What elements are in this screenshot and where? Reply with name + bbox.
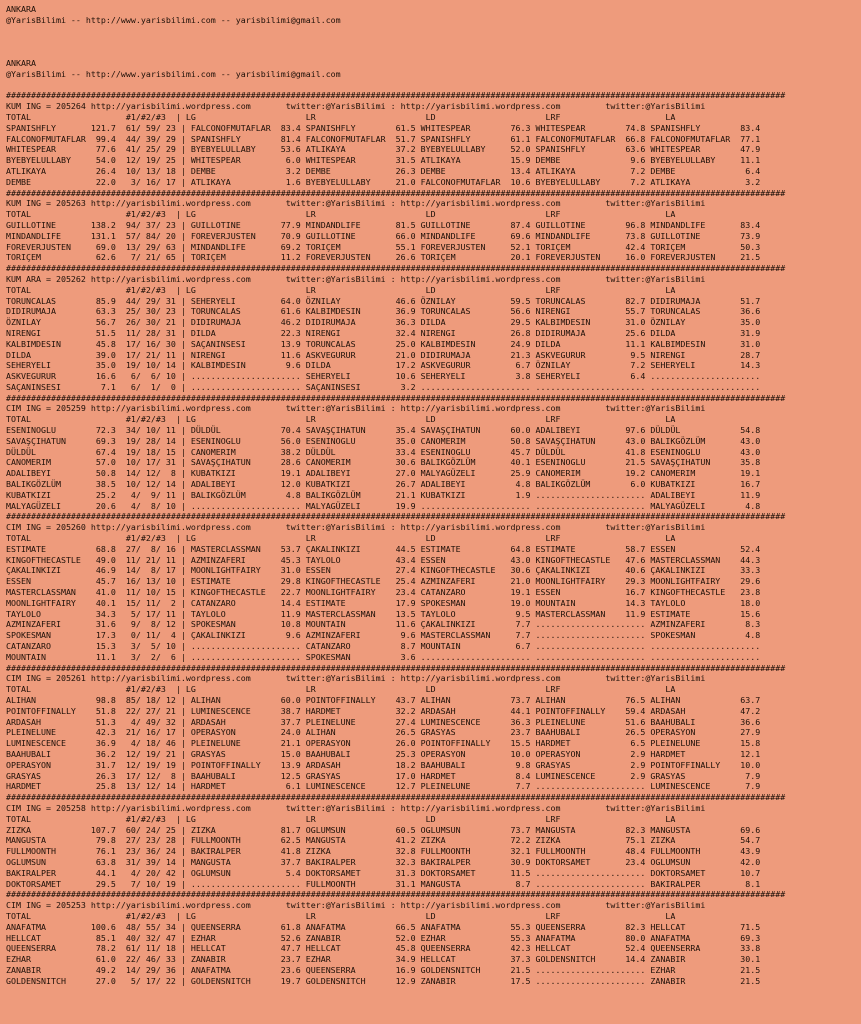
result-row: FOREVERJUSTEN 69.0 13/ 29/ 63 | MINDANDLIFE 69.2 TORIÇEM 55.1 FOREVERJUSTEN 52.1 TORIÇEM 42.4 TORIÇEM 50.3 (6, 241, 761, 252)
result-row: ALIHAN 98.8 85/ 18/ 12 | ALIHAN 60.0 POINTOFFINALLY 43.7 ALIHAN 73.7 ALIHAN 76.5 ALIHAN 63.7 (6, 695, 761, 705)
separator-line: ############################################################################################################################################################ (6, 90, 786, 101)
result-row: PLEINELUNE 42.3 21/ 16/ 17 | OPERASYON 24.0 ALIHAN 26.5 GRASYAS 23.7 BAAHUBALI 26.5 OPERASYON 27.9 (6, 727, 761, 738)
result-row: OPERASYON 31.7 12/ 19/ 19 | POINTOFFINALLY 13.9 ARDASAH 18.2 BAAHUBALI 9.8 GRASYAS 2.9 POINTOFFINALLY 10.0 (6, 759, 761, 770)
column-header-line: TOTAL #1/#2/#3 | LG LR LD LRF LA (6, 684, 676, 695)
result-row: TAYLOLO 34.3 5/ 17/ 11 | TAYLOLO 11.9 MASTERCLASSMAN 13.5 TAYLOLO 9.5 MASTERCLASSMAN 11.9 ESTIMATE 15.6 (6, 608, 761, 619)
header-line: @YarisBilimi -- http://www.yarisbilimi.com -- yarisbilimi@gmail.com (6, 14, 341, 25)
result-row: MOUNTAIN 11.1 3/ 2/ 6 | ...................... SPOKESMAN 3.6 ...................... ...................... ...................... (6, 651, 761, 662)
result-row: ÖZNILAY 56.7 26/ 30/ 21 | DIDIRUMAJA 46.2 DIDIRUMAJA 36.3 DILDA 29.5 KALBIMDESIN 31.0 ÖZNILAY 35.0 (6, 317, 761, 328)
header-line (6, 36, 861, 47)
separator-line: ############################################################################################################################################################ (6, 662, 786, 673)
result-row: ESSEN 45.7 16/ 13/ 10 | ESTIMATE 29.8 KINGOFTHECASTLE 25.4 AZMINZAFERI 21.0 MOONLIGHTFAIRY 29.3 MOONLIGHTFAIRY 29.6 (6, 576, 761, 587)
header-line (6, 26, 861, 37)
race-header-line: CIM ING = 205259 http://yarisbilimi.wordpress.com twitter:@YarisBilimi : http://yarisbilimi.wordpress.com twitter:@YarisBilimi (6, 403, 706, 414)
race-header-line: CIM ING = 205260 http://yarisbilimi.wordpress.com twitter:@YarisBilimi : http://yarisbilimi.wordpress.com twitter:@YarisBilimi (6, 522, 706, 533)
result-row: ZANABIR 49.2 14/ 29/ 36 | ANAFATMA 23.6 QUEENSERRA 16.9 GOLDENSNITCH 21.5 ...................... EZHAR 21.5 (6, 964, 761, 975)
column-header-line: TOTAL #1/#2/#3 | LG LR LD LRF LA (6, 533, 676, 544)
result-row: SPOKESMAN 17.3 0/ 11/ 4 | ÇAKALINKIZI 9.6 AZMINZAFERI 9.6 MASTERCLASSMAN 7.7 ...................... SPOKESMAN 4.8 (6, 630, 761, 641)
separator-line: ############################################################################################################################################################ (6, 392, 786, 403)
race-header-line: CIM ING = 205258 http://yarisbilimi.wordpress.com twitter:@YarisBilimi : http://yarisbilimi.wordpress.com twitter:@YarisBilimi (6, 802, 706, 813)
column-header-line: TOTAL #1/#2/#3 | LG LR LD LRF LA (6, 284, 676, 295)
result-row: SPANISHFLY 121.7 61/ 59/ 23 | FALCONOFMUTAFLAR 83.4 SPANISHFLY 61.5 WHITESPEAR 76.3 WHITESPEAR 74.8 SPANISHFLY 83.4 (6, 122, 761, 133)
result-row: GUILLOTINE 138.2 94/ 37/ 23 | GUILLOTINE 77.9 MINDANDLIFE 81.5 GUILLOTINE 87.4 GUILLOTINE 96.8 MINDANDLIFE 83.4 (6, 219, 761, 230)
result-row: ASKVEGURUR 16.6 6/ 6/ 10 | ...................... SEHERYELI 10.6 SEHERYELI 3.8 SEHERYELI 6.4 ...................... (6, 371, 761, 382)
result-row: ADALIBEYI 50.8 14/ 12/ 8 | KUBATKIZI 19.1 ADALIBEYI 27.0 MALYAGÜZELI 25.9 CANOMERIM 19.2 CANOMERIM 19.1 (6, 468, 761, 479)
header-line: ANKARA (6, 57, 36, 68)
column-header-line: TOTAL #1/#2/#3 | LG LR LD LRF LA (6, 209, 676, 220)
separator-line: ############################################################################################################################################################ (6, 511, 786, 522)
result-row: FULLMOONTH 76.1 23/ 36/ 24 | BAKIRALPER 41.8 ZIZKA 32.8 FULLMOONTH 32.1 FULLMOONTH 48.4 FULLMOONTH 43.9 (6, 846, 761, 857)
column-header-line: TOTAL #1/#2/#3 | LG LR LD LRF LA (6, 910, 676, 921)
result-row: DEMBE 22.0 3/ 16/ 17 | ATLIKAYA 1.6 BYEBYELULLABY 21.0 FALCONOFMUTAFLAR 10.6 BYEBYELULLABY 7.2 ATLIKAYA 3.2 (6, 176, 761, 187)
race-header-line: KUM ING = 205263 http://yarisbilimi.wordpress.com twitter:@YarisBilimi : http://yarisbilimi.wordpress.com twitter:@YarisBilimi (6, 198, 706, 209)
result-row: AZMINZAFERI 31.6 9/ 8/ 12 | SPOKESMAN 10.8 MOUNTAIN 11.6 ÇAKALINKIZI 7.7 ...................... AZMINZAFERI 8.3 (6, 619, 761, 630)
result-row: ATLIKAYA 26.4 10/ 13/ 18 | DEMBE 3.2 DEMBE 26.3 DEMBE 13.4 ATLIKAYA 7.2 DEMBE 6.4 (6, 165, 761, 176)
separator-line: ############################################################################################################################################################ (6, 889, 786, 900)
result-row: MINDANDLIFE 131.1 57/ 84/ 20 | FOREVERJUSTEN 70.9 GUILLOTINE 66.0 MINDANDLIFE 69.6 MINDANDLIFE 73.8 GUILLOTINE 73.9 (6, 230, 761, 241)
result-row: NIRENGI 51.5 11/ 28/ 31 | DILDA 22.3 NIRENGI 32.4 NIRENGI 26.8 DIDIRUMAJA 25.6 DILDA 31.9 (6, 327, 761, 338)
result-row: KALBIMDESIN 45.8 17/ 16/ 30 | SAÇANINSESI 13.9 TORUNCALAS 25.0 KALBIMDESIN 24.9 DILDA 11.1 KALBIMDESIN 31.0 (6, 338, 761, 349)
result-row: ESENINOGLU 72.3 34/ 10/ 11 | DÜLDÜL 70.4 SAVAŞÇIHATUN 35.4 SAVAŞÇIHATUN 60.0 ADALIBEYI 97.6 DÜLDÜL 54.8 (6, 425, 761, 436)
result-row: DILDA 39.0 17/ 21/ 11 | NIRENGI 11.6 ASKVEGURUR 21.0 DIDIRUMAJA 21.3 ASKVEGURUR 9.5 NIRENGI 28.7 (6, 349, 761, 360)
result-row: BAAHUBALI 36.2 12/ 19/ 21 | GRASYAS 15.0 BAAHUBALI 25.3 OPERASYON 10.0 OPERASYON 2.9 HARDMET 12.1 (6, 748, 761, 759)
result-row: CATANZARO 15.3 3/ 5/ 10 | ...................... CATANZARO 8.7 MOUNTAIN 6.7 ...................... ...................... (6, 641, 761, 652)
result-row: KUBATKIZI 25.2 4/ 9/ 11 | BALIKGÖZLÜM 4.8 BALIKGÖZLÜM 21.1 KUBATKIZI 1.9 ...................... ADALIBEYI 11.9 (6, 489, 761, 500)
race-header-line: CIM ING = 205261 http://yarisbilimi.wordpress.com twitter:@YarisBilimi : http://yarisbilimi.wordpress.com twitter:@YarisBilimi (6, 673, 706, 684)
result-row: ARDASAH 51.3 4/ 49/ 32 | ARDASAH 37.7 PLEINELUNE 27.4 LUMINESCENCE 36.3 PLEINELUNE 51.6 BAAHUBALI 36.6 (6, 716, 761, 727)
result-row: ÇAKALINKIZI 46.9 14/ 8/ 17 | MOONLIGHTFAIRY 31.0 ESSEN 27.4 KINGOFTHECASTLE 30.6 ÇAKALINKIZI 40.6 ÇAKALINKIZI 33.3 (6, 565, 761, 576)
result-row: GRASYAS 26.3 17/ 12/ 8 | BAAHUBALI 12.5 GRASYAS 17.0 HARDMET 8.4 LUMINESCENCE 2.9 GRASYAS 7.9 (6, 770, 761, 781)
result-row: CANOMERIM 57.0 10/ 17/ 31 | SAVAŞÇIHATUN 28.6 CANOMERIM 30.6 BALIKGÖZLÜM 40.1 ESENINOGLU 21.5 SAVAŞÇIHATUN 35.8 (6, 457, 761, 468)
separator-line: ############################################################################################################################################################ (6, 187, 786, 198)
result-row: QUEENSERRA 78.2 61/ 11/ 18 | HELLCAT 47.7 HELLCAT 45.8 QUEENSERRA 42.3 HELLCAT 52.4 QUEENSERRA 33.8 (6, 943, 761, 954)
result-row: SAVAŞÇIHATUN 69.3 19/ 28/ 14 | ESENINOGLU 56.0 ESENINOGLU 35.0 CANOMERIM 50.8 SAVAŞÇIHATUN 43.0 BALIKGÖZLÜM 43.0 (6, 435, 761, 446)
result-row: MOONLIGHTFAIRY 40.1 15/ 11/ 2 | CATANZARO 14.4 ESTIMATE 17.9 SPOKESMAN 19.0 MOUNTAIN 14.3 TAYLOLO 18.0 (6, 597, 761, 608)
result-row: MANGUSTA 79.8 27/ 23/ 28 | FULLMOONTH 62.5 MANGUSTA 41.2 ZIZKA 72.2 ZIZKA 75.1 ZIZKA 54.7 (6, 835, 761, 846)
header-line: ANKARA (6, 4, 36, 14)
result-row: ANAFATMA 100.6 48/ 55/ 34 | QUEENSERRA 61.8 ANAFATMA 66.5 ANAFATMA 55.3 QUEENSERRA 82.3 HELLCAT 71.5 (6, 921, 761, 932)
header-line: @YarisBilimi -- http://www.yarisbilimi.com -- yarisbilimi@gmail.com (6, 68, 341, 79)
column-header-line: TOTAL #1/#2/#3 | LG LR LD LRF LA (6, 414, 676, 425)
race-header-line: KUM ARA = 205262 http://yarisbilimi.wordpress.com twitter:@YarisBilimi : http://yarisbilimi.wordpress.com twitter:@YarisBilimi (6, 273, 706, 284)
result-row: TORUNCALAS 85.9 44/ 29/ 31 | SEHERYELI 64.0 ÖZNILAY 46.6 ÖZNILAY 59.5 TORUNCALAS 82.7 DIDIRUMAJA 51.7 (6, 295, 761, 306)
result-row: BYEBYELULLABY 54.0 12/ 19/ 25 | WHITESPEAR 6.0 WHITESPEAR 31.5 ATLIKAYA 15.9 DEMBE 9.6 BYEBYELULLABY 11.1 (6, 155, 761, 166)
result-row: DOKTORSAMET 29.5 7/ 10/ 19 | ...................... FULLMOONTH 31.1 MANGUSTA 8.7 ...................... BAKIRALPER 8.1 (6, 878, 761, 889)
race-header-line: CIM ING = 205253 http://yarisbilimi.wordpress.com twitter:@YarisBilimi : http://yarisbilimi.wordpress.com twitter:@YarisBilimi (6, 900, 706, 911)
column-header-line: TOTAL #1/#2/#3 | LG LR LD LRF LA (6, 111, 676, 122)
result-row: MALYAGÜZELI 20.6 4/ 8/ 10 | ...................... MALYAGÜZELI 19.9 ...................... ...................... MALYAGÜZELI 4.8 (6, 500, 761, 511)
result-row: ESTIMATE 68.8 27/ 8/ 16 | MASTERCLASSMAN 53.7 ÇAKALINKIZI 44.5 ESTIMATE 64.8 ESTIMATE 58.7 ESSEN 52.4 (6, 543, 761, 554)
separator-line: ############################################################################################################################################################ (6, 792, 786, 803)
result-row: WHITESPEAR 77.6 41/ 25/ 29 | BYEBYELULLABY 53.6 ATLIKAYA 37.2 BYEBYELULLABY 52.0 SPANISHFLY 63.6 WHITESPEAR 47.9 (6, 144, 761, 155)
race-header-line: KUM ING = 205264 http://yarisbilimi.wordpress.com twitter:@YarisBilimi : http://yarisbilimi.wordpress.com twitter:@YarisBilimi (6, 101, 706, 112)
separator-line: ############################################################################################################################################################ (6, 263, 786, 274)
result-row: ZIZKA 107.7 60/ 24/ 25 | ZIZKA 81.7 OGLUMSUN 60.5 OGLUMSUN 73.7 MANGUSTA 82.3 MANGUSTA 69.6 (6, 824, 761, 835)
result-row: BAKIRALPER 44.1 4/ 20/ 42 | OGLUMSUN 5.4 DOKTORSAMET 31.3 DOKTORSAMET 11.5 ...................... DOKTORSAMET 10.7 (6, 867, 761, 878)
result-row: KINGOFTHECASTLE 49.0 11/ 21/ 11 | AZMINZAFERI 45.3 TAYLOLO 43.4 ESSEN 43.0 KINGOFTHECASTLE 47.6 MASTERCLASSMAN 44.3 (6, 554, 761, 565)
result-row: EZHAR 61.0 22/ 46/ 33 | ZANABIR 23.7 EZHAR 34.9 HELLCAT 37.3 GOLDENSNITCH 14.4 ZANABIR 30.1 (6, 954, 761, 965)
result-row: TORIÇEM 62.6 7/ 21/ 65 | TORIÇEM 11.2 FOREVERJUSTEN 26.6 TORIÇEM 20.1 FOREVERJUSTEN 16.0 FOREVERJUSTEN 21.5 (6, 252, 761, 263)
result-row: DÜLDÜL 67.4 19/ 18/ 15 | CANOMERIM 38.2 DÜLDÜL 33.4 ESENINOGLU 45.7 DÜLDÜL 41.8 ESENINOGLU 43.0 (6, 446, 761, 457)
result-row: GOLDENSNITCH 27.0 5/ 17/ 22 | GOLDENSNITCH 19.7 GOLDENSNITCH 12.9 ZANABIR 17.5 ...................... ZANABIR 21.5 (6, 975, 761, 986)
result-row: SEHERYELI 35.0 19/ 10/ 14 | KALBIMDESIN 9.6 DILDA 17.2 ASKVEGURUR 6.7 ÖZNILAY 7.2 SEHERYELI 14.3 (6, 360, 761, 371)
result-row: HELLCAT 85.1 40/ 32/ 47 | EZHAR 52.6 ZANABIR 52.0 EZHAR 55.3 ANAFATMA 80.0 ANAFATMA 69.3 (6, 932, 761, 943)
header-line (6, 47, 861, 58)
result-row: FALCONOFMUTAFLAR 99.4 44/ 39/ 29 | SPANISHFLY 81.4 FALCONOFMUTAFLAR 51.7 SPANISHFLY 61.1 FALCONOFMUTAFLAR 66.8 FALCONOFMUTAFLAR 77.1 (6, 133, 761, 144)
result-row: LUMINESCENCE 36.9 4/ 18/ 46 | PLEINELUNE 21.1 OPERASYON 26.0 POINTOFFINALLY 15.5 HARDMET 6.5 PLEINELUNE 15.8 (6, 738, 761, 749)
result-row: HARDMET 25.8 13/ 12/ 14 | HARDMET 6.1 LUMINESCENCE 12.7 PLEINELUNE 7.7 ...................... LUMINESCENCE 7.9 (6, 781, 761, 792)
result-row: OGLUMSUN 63.8 31/ 39/ 14 | MANGUSTA 37.7 BAKIRALPER 32.3 BAKIRALPER 30.9 DOKTORSAMET 23.4 OGLUMSUN 42.0 (6, 856, 761, 867)
result-row: POINTOFFINALLY 51.8 22/ 27/ 21 | LUMINESCENCE 38.7 HARDMET 32.2 ARDASAH 44.1 POINTOFFINALLY 59.4 ARDASAH 47.2 (6, 705, 761, 716)
result-row: SAÇANINSESI 7.1 6/ 1/ 0 | ...................... SAÇANINSESI 3.2 ...................... ...................... ...................... (6, 381, 761, 392)
column-header-line: TOTAL #1/#2/#3 | LG LR LD LRF LA (6, 813, 676, 824)
result-row: MASTERCLASSMAN 41.0 11/ 10/ 15 | KINGOFTHECASTLE 22.7 MOONLIGHTFAIRY 23.4 CATANZARO 19.1 ESSEN 16.7 KINGOFTHECASTLE 23.8 (6, 587, 761, 598)
result-row: BALIKGÖZLÜM 38.5 10/ 12/ 14 | ADALIBEYI 12.0 KUBATKIZI 26.7 ADALIBEYI 4.8 BALIKGÖZLÜM 6.0 KUBATKIZI 16.7 (6, 479, 761, 490)
result-row: DIDIRUMAJA 63.3 25/ 30/ 23 | TORUNCALAS 61.6 KALBIMDESIN 36.9 TORUNCALAS 56.6 NIRENGI 55.7 TORUNCALAS 36.6 (6, 306, 761, 317)
header-line (6, 80, 861, 91)
